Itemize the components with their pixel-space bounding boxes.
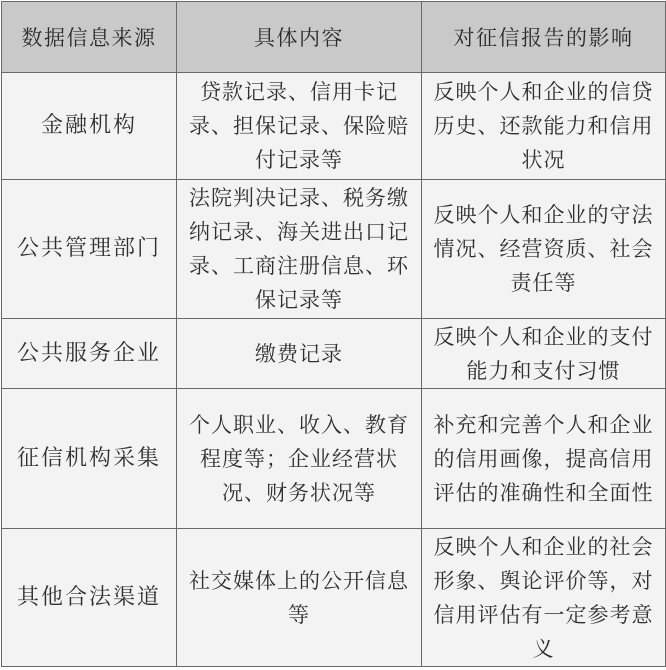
impact-cell: 反映个人和企业的信贷历史、还款能力和信用状况 bbox=[422, 73, 666, 180]
table-row bbox=[2, 180, 666, 319]
content-cell: 贷款记录、信用卡记录、担保记录、保险赔付记录等 bbox=[177, 73, 422, 180]
table-row bbox=[2, 389, 666, 529]
header-row bbox=[2, 2, 666, 73]
header-content: 具体内容 bbox=[177, 2, 422, 73]
content-cell: 法院判决记录、税务缴纳记录、海关进出口记录、工商注册信息、环保记录等 bbox=[177, 180, 422, 319]
source-cell: 公共服务企业 bbox=[2, 319, 177, 389]
table-row bbox=[2, 73, 666, 180]
source-cell: 征信机构采集 bbox=[2, 389, 177, 529]
table-row bbox=[2, 319, 666, 389]
header-source: 数据信息来源 bbox=[2, 2, 177, 73]
content-cell: 个人职业、收入、教育程度等；企业经营状况、财务状况等 bbox=[177, 389, 422, 529]
impact-cell: 补充和完善个人和企业的信用画像，提高信用评估的准确性和全面性 bbox=[422, 389, 666, 529]
content-cell: 社交媒体上的公开信息等 bbox=[177, 529, 422, 667]
header-impact: 对征信报告的影响 bbox=[422, 2, 666, 73]
impact-cell: 反映个人和企业的守法情况、经营资质、社会责任等 bbox=[422, 180, 666, 319]
impact-cell: 反映个人和企业的社会形象、舆论评价等，对信用评估有一定参考意义 bbox=[422, 529, 666, 667]
impact-cell: 反映个人和企业的支付能力和支付习惯 bbox=[422, 319, 666, 389]
content-cell: 缴费记录 bbox=[177, 319, 422, 389]
table-row bbox=[2, 529, 666, 667]
credit-data-table-container bbox=[1, 1, 665, 668]
source-cell: 金融机构 bbox=[2, 73, 177, 180]
source-cell: 其他合法渠道 bbox=[2, 529, 177, 667]
source-cell: 公共管理部门 bbox=[2, 180, 177, 319]
credit-data-table bbox=[1, 1, 666, 667]
